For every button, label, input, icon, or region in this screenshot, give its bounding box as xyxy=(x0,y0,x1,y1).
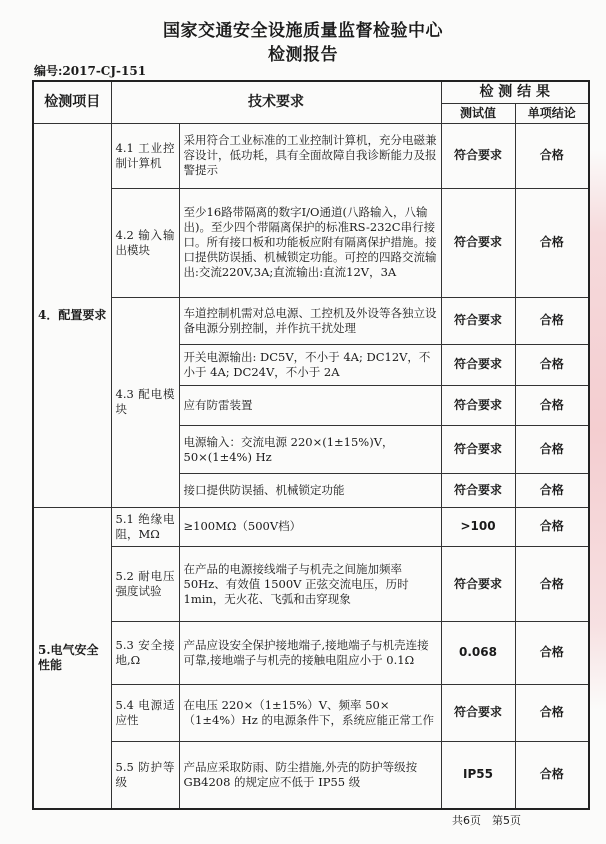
conclusion-cell: 合格 xyxy=(515,741,589,809)
measured-value-cell: 符合要求 xyxy=(441,426,515,473)
document-title: 国家交通安全设施质量监督检验中心 xyxy=(163,21,443,41)
header-item-conclusion: 单项结论 xyxy=(515,103,589,123)
conclusion-cell: 合格 xyxy=(515,473,589,507)
requirement-cell: 电源输入：交流电源 220×(1±15%)V，50×(1±4%) Hz xyxy=(179,426,441,473)
measured-value-cell: 符合要求 xyxy=(441,344,515,385)
sub-item-cell: 5.2 耐电压强度试验 xyxy=(111,547,179,622)
requirement-cell: 至少16路带隔离的数字I/O通道(八路输入，八输出)。至少四个带隔离保护的标准RS-232C串行接口。所有接口板和功能板应附有隔离保护措施。接口提供防误插、机械锁定功能。可控的四路交流输出:交流220V,3A;直流输出:直流12V，3A xyxy=(179,189,441,297)
sub-item-cell: 5.1 绝缘电阻，MΩ xyxy=(111,507,179,547)
conclusion-cell: 合格 xyxy=(515,547,589,622)
sub-item-cell: 5.3 安全接地,Ω xyxy=(111,621,179,684)
measured-value-cell: 符合要求 xyxy=(441,685,515,742)
header-measured-value: 测试值 xyxy=(441,103,515,123)
measured-value-cell: 符合要求 xyxy=(441,123,515,189)
conclusion-cell: 合格 xyxy=(515,685,589,742)
report-number: 编号:2017-CJ-151 xyxy=(34,64,147,78)
conclusion-cell: 合格 xyxy=(515,385,589,426)
measured-value-cell: IP55 xyxy=(441,741,515,809)
conclusion-cell: 合格 xyxy=(515,189,589,297)
sub-item-cell: 4.3 配电模块 xyxy=(111,297,179,507)
table-row xyxy=(33,123,589,189)
requirement-cell: 开关电源输出: DC5V，不小于 4A; DC12V，不小于 4A; DC24V，不小于 2A xyxy=(179,344,441,385)
report-subtitle: 检测报告 xyxy=(268,45,338,65)
requirement-cell: 产品应采取防雨、防尘措施,外壳的防护等级按 GB4208 的规定应不低于 IP55 级 xyxy=(179,741,441,809)
category-cell: 5.电气安全性能 xyxy=(33,507,111,809)
page-number: 共6页 第5页 xyxy=(452,814,521,827)
header-test-result: 检 测 结 果 xyxy=(441,81,589,103)
measured-value-cell: 符合要求 xyxy=(441,547,515,622)
measured-value-cell: 符合要求 xyxy=(441,473,515,507)
table-row xyxy=(33,621,589,684)
measured-value-cell: 符合要求 xyxy=(441,189,515,297)
requirement-cell: ≥100MΩ（500V档） xyxy=(179,507,441,547)
conclusion-cell: 合格 xyxy=(515,621,589,684)
measured-value-cell: 符合要求 xyxy=(441,385,515,426)
requirement-cell: 在产品的电源接线端子与机壳之间施加频率 50Hz、有效值 1500V 正弦交流电压，历时 1min，无火花、飞弧和击穿现象 xyxy=(179,547,441,622)
header-technical-requirement: 技术要求 xyxy=(111,81,441,123)
measured-value-cell: 符合要求 xyxy=(441,297,515,344)
sub-item-cell: 5.4 电源适应性 xyxy=(111,685,179,742)
table-row xyxy=(33,507,589,547)
conclusion-cell: 合格 xyxy=(515,426,589,473)
conclusion-cell: 合格 xyxy=(515,123,589,189)
header-test-item: 检测项目 xyxy=(33,81,111,123)
sub-item-cell: 4.2 输入输出模块 xyxy=(111,189,179,297)
requirement-cell: 应有防雷装置 xyxy=(179,385,441,426)
requirement-cell: 在电压 220×（1±15%）V、频率 50×（1±4%）Hz 的电源条件下，系统应能正常工作 xyxy=(179,685,441,742)
requirement-cell: 采用符合工业标准的工业控制计算机，充分电磁兼容设计，低功耗，具有全面故障自我诊断能力及报警提示 xyxy=(179,123,441,189)
table-row xyxy=(33,547,589,622)
table-row xyxy=(33,685,589,742)
red-seal-edge xyxy=(590,150,606,710)
conclusion-cell: 合格 xyxy=(515,344,589,385)
requirement-cell: 车道控制机需对总电源、工控机及外设等各独立设备电源分别控制，并作抗干扰处理 xyxy=(179,297,441,344)
table-row xyxy=(33,297,589,344)
conclusion-cell: 合格 xyxy=(515,297,589,344)
inspection-table xyxy=(32,80,590,810)
measured-value-cell: >100 xyxy=(441,507,515,547)
table-row xyxy=(33,189,589,297)
category-cell: 4．配置要求 xyxy=(33,123,111,507)
requirement-cell: 产品应设安全保护接地端子,接地端子与机壳连接可靠,接地端子与机壳的接触电阻应小于 0.1Ω xyxy=(179,621,441,684)
measured-value-cell: 0.068 xyxy=(441,621,515,684)
sub-item-cell: 4.1 工业控制计算机 xyxy=(111,123,179,189)
requirement-cell: 接口提供防误插、机械锁定功能 xyxy=(179,473,441,507)
sub-item-cell: 5.5 防护等级 xyxy=(111,741,179,809)
conclusion-cell: 合格 xyxy=(515,507,589,547)
table-row xyxy=(33,741,589,809)
